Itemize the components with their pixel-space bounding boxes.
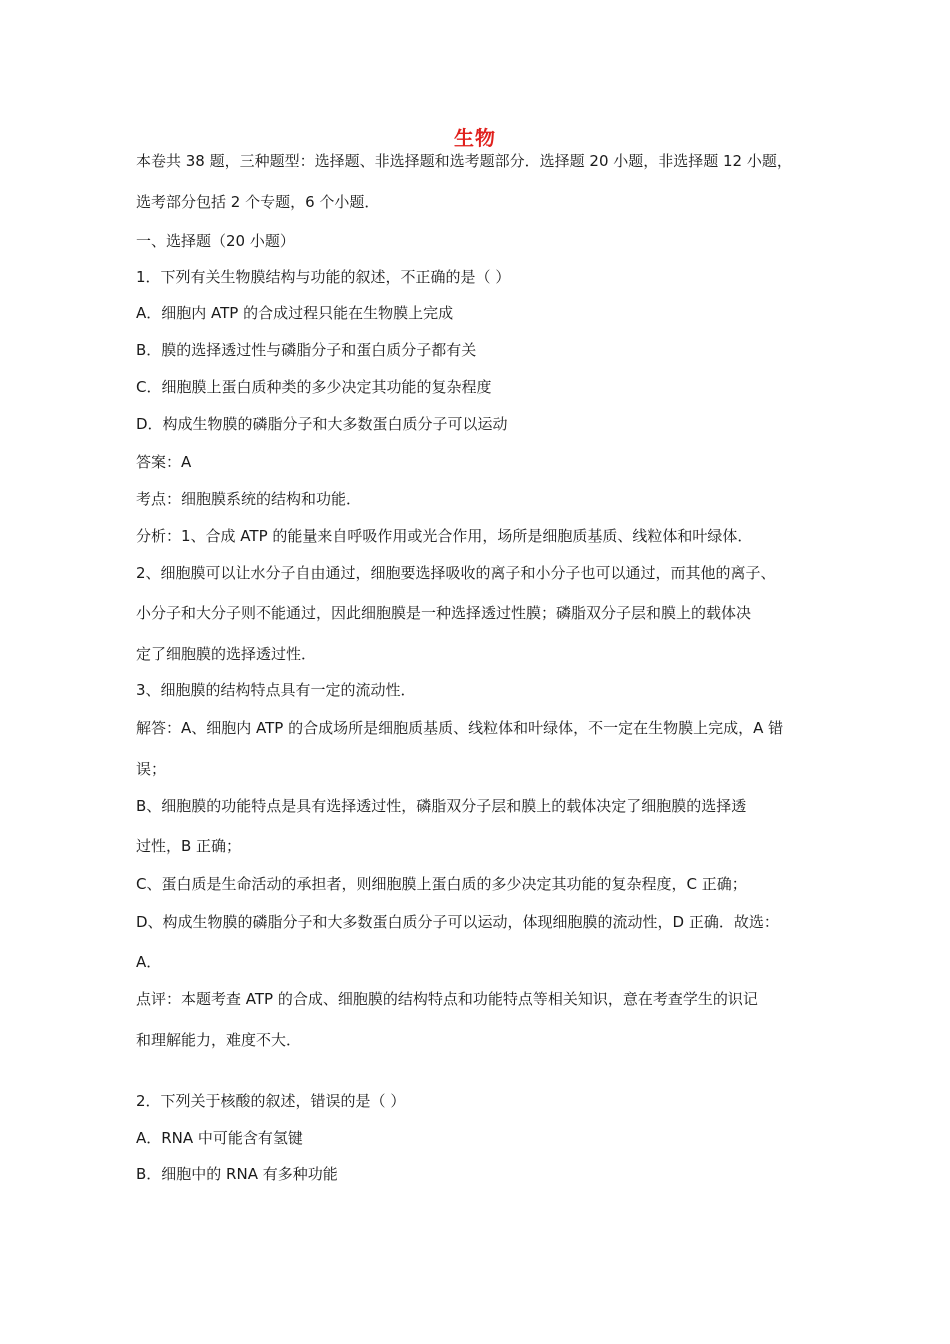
q1-analysis-line-1: 分析：1、合成 ATP 的能量来自呼吸作用或光合作用，场所是细胞质基质、线粒体和叶绿体．	[136, 527, 753, 545]
q2-option-a: A．RNA 中可能含有氢键	[136, 1129, 303, 1147]
q1-solution-line-2: 误；	[136, 760, 167, 778]
q1-option-a: A．细胞内 ATP 的合成过程只能在生物膜上完成	[136, 304, 454, 322]
q1-option-c: C．细胞膜上蛋白质种类的多少决定其功能的复杂程度	[136, 378, 492, 396]
intro-line-1: 本卷共 38 题，三种题型：选择题、非选择题和选考题部分．选择题 20 小题，非选择题 12 小题，	[136, 152, 792, 170]
q1-solution-line-1: 解答：A、细胞内 ATP 的合成场所是细胞质基质、线粒体和叶绿体，不一定在生物膜上完成，A 错	[136, 719, 784, 737]
q1-option-d: D．构成生物膜的磷脂分子和大多数蛋白质分子可以运动	[136, 415, 508, 433]
q1-analysis-line-3: 小分子和大分子则不能通过，因此细胞膜是一种选择透过性膜；磷脂双分子层和膜上的载体决	[136, 604, 752, 622]
q1-solution-line-4: 过性，B 正确；	[136, 837, 242, 855]
section-heading: 一、选择题（20 小题）	[136, 232, 295, 250]
q1-review-line-1: 点评：本题考查 ATP 的合成、细胞膜的结构特点和功能特点等相关知识，意在考查学生的识记	[136, 990, 758, 1008]
q1-answer: 答案：A	[136, 453, 192, 471]
q1-solution-line-7: A．	[136, 953, 162, 971]
q1-solution-line-3: B、细胞膜的功能特点是具有选择透过性，磷脂双分子层和膜上的载体决定了细胞膜的选择透	[136, 797, 747, 815]
page-title: 生物	[454, 126, 496, 150]
q1-analysis-line-5: 3、细胞膜的结构特点具有一定的流动性．	[136, 681, 416, 699]
q1-kaodian: 考点：细胞膜系统的结构和功能．	[136, 490, 362, 508]
q2-option-b: B．细胞中的 RNA 有多种功能	[136, 1165, 338, 1183]
q1-stem: 1．下列有关生物膜结构与功能的叙述，不正确的是（ ）	[136, 268, 511, 286]
q1-analysis-line-2: 2、细胞膜可以让水分子自由通过，细胞要选择吸收的离子和小分子也可以通过，而其他的离子、	[136, 564, 776, 582]
q1-solution-line-6: D、构成生物膜的磷脂分子和大多数蛋白质分子可以运动，体现细胞膜的流动性，D 正确．故选：	[136, 913, 779, 931]
q1-option-b: B．膜的选择透过性与磷脂分子和蛋白质分子都有关	[136, 341, 477, 359]
q1-solution-line-5: C、蛋白质是生命活动的承担者，则细胞膜上蛋白质的多少决定其功能的复杂程度，C 正确；	[136, 875, 747, 893]
q1-review-line-2: 和理解能力，难度不大．	[136, 1031, 302, 1049]
q2-stem: 2．下列关于核酸的叙述，错误的是（ ）	[136, 1092, 406, 1110]
q1-analysis-line-4: 定了细胞膜的选择透过性．	[136, 645, 317, 663]
intro-line-2: 选考部分包括 2 个专题，6 个小题．	[136, 193, 380, 211]
